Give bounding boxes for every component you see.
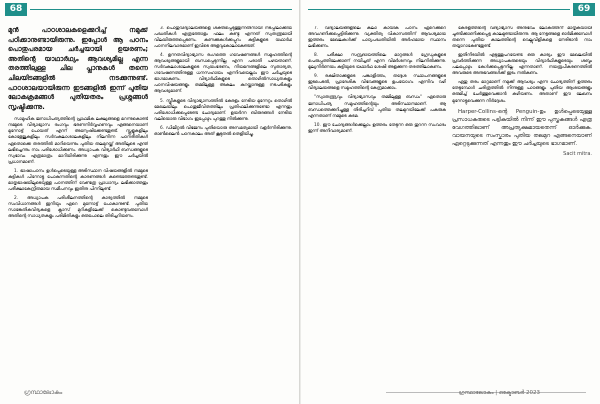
paragraph: 6. ഡിജിറ്റൽ വിഭജനം പുതിയൊരു അസമത്വമായി വളർന്നിരിക്കുന്നു. ഓൺലൈൻ പഠനകാലം അത് കൂടുതൽ തെളിയിച്ചു.	[154, 125, 292, 137]
pull-quote: Harper-Collins-ന്റെ Penguin-ഉം ഉൾപ്പെടെയുള്ള പ്രസാധകരുടെ പട്ടികയിൽ നിന്ന് ഈ പുസ്തകങ്ങൾ എത്ര വേഗത്തിലാണ് അപ്രത്യക്ഷമായതെന്ന് ഓർക്കുക. വായനയുടെ സംസ്കാരം പുതിയ തലമുറ എങ്ങനെയാണ് ഏറ്റെടുക്കുന്നത് എന്നതും ഈ ചർച്ചയുടെ ഭാഗമാണ്.	[452, 108, 592, 147]
column-4	[452, 26, 592, 371]
paragraph: "സ്വാതന്ത്ര്യവും വിദ്യാഭ്യാസവും തമ്മിലുള്ള ബന്ധം" ഏതൊരു ജനാധിപത്യ സമൂഹത്തിന്റെയും അടിസ്ഥാനമാണ്. ആ ബന്ധത്തെക്കുറിച്ചുള്ള തിരിച്ചറിവ് പുതിയ തലമുറയിലേക്ക് പകരുക എന്നതാണ് നമ്മുടെ കടമ.	[308, 95, 446, 119]
intro-paragraph: മുൻ പാഠശാലകളെക്കുറിച്ച് നമുക്ക് പഠിക്കാനുണ്ടായിരുന്നു. ഇപ്പോൾ ആ പഠനം പൊതുപരമായ ചർച്ചയായി ഉയരണം; അതിന്റെ യാഥാർഥ്യം ആവശ്യമില്ല എന്ന തരത്തിലുള്ള ചില പ്ലാനുകൾ തന്നെ ചിലയിടങ്ങളിൽ നടക്കുന്നുണ്ട്. പാഠശാലയായിരുന്ന ഇടങ്ങളിൽ ഇന്ന് പുതിയ ലോകക്രമങ്ങൾ പുതിയതരം പ്രശ്നങ്ങൾ സൃഷ്ടിക്കുന്നു.	[8, 26, 148, 111]
paragraph: ഏതു തരം മാറ്റമാണ് നമുക്ക് ആവശ്യം എന്ന ചോദ്യത്തിന് ഉത്തരം തേടുമ്പോൾ ചരിത്രത്തിൽ നിന്നുള്ള പാഠങ്ങളും പുതിയ ആശയങ്ങളും ഒരുമിച്ച് ചേർത്തുവെക്കാൻ കഴിയണം. അതാണ് ഈ ലേഖനം മുന്നോട്ടുവെക്കുന്ന നിർദ്ദേശം.	[452, 80, 592, 104]
paragraph: 7. വിദ്യാലയങ്ങളിലെ കലാ കായിക പഠനം ഏറെക്കുറെ അവഗണിക്കപ്പെട്ടിരിക്കുന്നു. വ്യക്തിത്വ വികാസത്തിന് ആവശ്യമായ ഇത്തരം മേഖലകൾക്ക് പാഠ്യപദ്ധതിയിൽ അർഹമായ സ്ഥാനം ലഭിക്കണം.	[308, 26, 446, 50]
page-number-right: 69	[573, 3, 595, 16]
footer-right	[301, 380, 600, 404]
spine	[299, 0, 301, 404]
column-2	[154, 26, 292, 371]
paragraph: 5. സ്ത്രീകളുടെ വിദ്യാഭ്യാസത്തിൽ കേരളം നേടിയ മുന്നേറ്റം തൊഴിൽ മേഖലയിലും പൊതുജീവിതത്തിലും പ്രതിഫലിക്കുന്നുണ്ടോ എന്നതും പരിശോധിക്കപ്പെടേണ്ട ചോദ്യമാണ്. ഉയർന്ന ബിരുദങ്ങൾ നേടിയ വലിയൊരു വിഭാഗം ഇപ്പോഴും പുറത്തു നിൽക്കുന്നു.	[154, 98, 292, 122]
paragraph: ഇതിനിടയിൽ എടുത്തുപറയേണ്ട ഒരു കാര്യം ഈ മേഖലയിൽ പ്രവർത്തിക്കുന്ന അധ്യാപകരുടെയും വിദ്യാർഥികളുടെയും ശബ്ദം പലപ്പോഴും കേൾക്കപ്പെടുന്നില്ല എന്നതാണ്. നയരൂപീകരണത്തിൽ അവരുടെ അനുഭവങ്ങൾക്ക് ഇടം നൽകണം.	[452, 53, 592, 77]
column-1	[8, 26, 148, 371]
paragraph: 10. ഈ ചോദ്യങ്ങൾക്കെല്ലാം ഉത്തരം തേടുന്ന ഒരു തുറന്ന സംവാദം ഇന്ന് അനിവാര്യമാണ്.	[308, 122, 446, 134]
header-rule-left	[30, 9, 292, 10]
paragraph: 8. പരീക്ഷാ സമ്പ്രദായത്തിലെ മാറ്റങ്ങൾ ഗ്രേഡുകളുടെ പെരുപ്പത്തിലേക്കാണ് നയിച്ചത് എന്ന വിമർശനവും നിലനിൽക്കുന്നു. മൂല്യനിർണയം കുട്ടിയുടെ യഥാർഥ ശേഷി അളക്കുന്ന തരത്തിലാകണം.	[308, 53, 446, 71]
author-credit: Sacit mitra.	[563, 150, 592, 157]
paragraph: 9. രക്ഷിതാക്കളുടെ പങ്കാളിത്തം, തദ്ദേശ സ്ഥാപനങ്ങളുടെ ഇടപെടൽ, പ്രാദേശിക വിഭവങ്ങളുടെ ഉപയോഗം എന്നിവ വഴി വിദ്യാലയങ്ങളെ സമൂഹത്തിന്റെ കേന്ദ്രമാക്കാം.	[308, 74, 446, 92]
paragraph: 4. ഉന്നതവിദ്യാഭ്യാസ രംഗത്തെ ഗവേഷണങ്ങൾ സമൂഹത്തിന്റെ ആവശ്യങ്ങളുമായി ബന്ധപ്പെടുന്നില്ല എന്ന പരാതി പഴയതാണ്. സർവകലാശാലകളുടെ സ്വയംഭരണം, നിയമനങ്ങളിലെ സുതാര്യത, ഗവേഷണത്തിനുള്ള ധനസഹായം എന്നിവയെല്ലാം ഈ ചർച്ചയുടെ ഭാഗമാകണം. വിദ്യാർഥികളുടെ തൊഴിൽസാധ്യതകളും പഠനവിഷയങ്ങളും തമ്മിലുള്ള അകലം കുറയ്ക്കാനുള്ള നടപടികളും ആവശ്യമാണ്.	[154, 53, 292, 95]
footer-left	[0, 380, 299, 404]
paragraph: 1. ഭാഷാപഠനം ഉൾപ്പെടെയുള്ള അടിസ്ഥാന വിഷയങ്ങളിൽ നമ്മുടെ കുട്ടികൾ പിന്നോട്ടു പോകുന്നതിന്റെ കാരണങ്ങൾ കണ്ടെത്തേണ്ടതുണ്ട്. മാതൃഭാഷയിലൂടെയുള്ള പഠനത്തിന് വേണ്ടത്ര പ്രാധാന്യം ലഭിക്കാത്തതും പരീക്ഷാകേന്ദ്രിതമായ സമീപനവും ഇതിനു പിന്നിലുണ്ട്.	[8, 168, 148, 192]
column-3	[308, 26, 446, 371]
page-number-left: 68	[5, 3, 27, 16]
paragraph: കേരളത്തിന്റെ വിദ്യാഭ്യാസ അനുഭവം ലോകത്തിന് മാതൃകയായി ചൂണ്ടിക്കാണിക്കപ്പെട്ട കാലമുണ്ടായിരുന്നു. ആ നേട്ടങ്ങളെ ഓർമിക്കുമ്പോൾ തന്നെ പുതിയ കാലത്തിന്റെ വെല്ലുവിളികളെ നേരിടാൻ നാം തയ്യാറാകേണ്ടതുണ്ട്.	[452, 26, 592, 50]
header-rule-right	[308, 9, 570, 10]
paragraph: സാമൂഹിക ജനാധിപത്യത്തിന്റെ പ്രാഥമിക ലക്ഷ്യങ്ങളെ മറന്നുകൊണ്ട് നമ്മുടെ വിദ്യാഭ്യാസ രംഗവും ഭരണനിർവ്വഹണവും എങ്ങനെയാണ് മുന്നോട്ട് പോയത് എന്ന് അന്വേഷിക്കേണ്ടതുണ്ട്. സ്കൂളുകളിലും കോളേജുകളിലും സർവകലാശാലകളിലും നിലനിന്ന പഠനരീതികൾ ഏതൊക്കെ തരത്തിൽ മാറിയെന്നും പുതിയ തലമുറയ്ക്ക് അതിലൂടെ എന്ത് ലഭിച്ചെന്നും നാം പരിശോധിക്കണം. അധ്യാപക വിദ്യാർഥി ബന്ധങ്ങളുടെ സ്വഭാവം എത്രമാത്രം മാറിയിരിക്കുന്നു എന്നതും ഈ ചർച്ചയിൽ പ്രധാനമാണ്.	[8, 117, 148, 165]
footer-logo-left: ഗ്രന്ഥാലോകം	[24, 389, 63, 396]
paragraph: 3. പൊതുവിദ്യാലയങ്ങളെ ശക്തിപ്പെടുത്തുന്നതിനായി നടപ്പിലാക്കിയ പദ്ധതികൾ എത്രത്തോളം ഫലം കണ്ടു എന്നത് സ്വതന്ത്രമായി വിലയിരുത്തപ്പെടണം. കണക്കുകൾക്കപ്പുറം കുട്ടികളുടെ യഥാർഥ പഠനനിലവാരമാണ് ഇവിടെ അളവുകോലാകേണ്ടത്.	[154, 26, 292, 50]
footer-byline: ഗ്രന്ഥാലോകം | ഒക്ടോബർ 2023	[458, 390, 540, 396]
paragraph: 2. അധ്യാപക പരിശീലനത്തിന്റെ കാര്യത്തിൽ നമ്മുടെ സംവിധാനങ്ങൾ ഇനിയും ഏറെ മുന്നോട്ട് പോകാനുണ്ട്. പുതിയ സാങ്കേതികവിദ്യകളെ ക്ലാസ് മുറികളിലേക്ക് കൊണ്ടുവരുമ്പോൾ അതിന്റെ സാധ്യതകളും പരിമിതികളും ഒരുപോലെ തിരിച്ചറിയണം.	[8, 195, 148, 220]
